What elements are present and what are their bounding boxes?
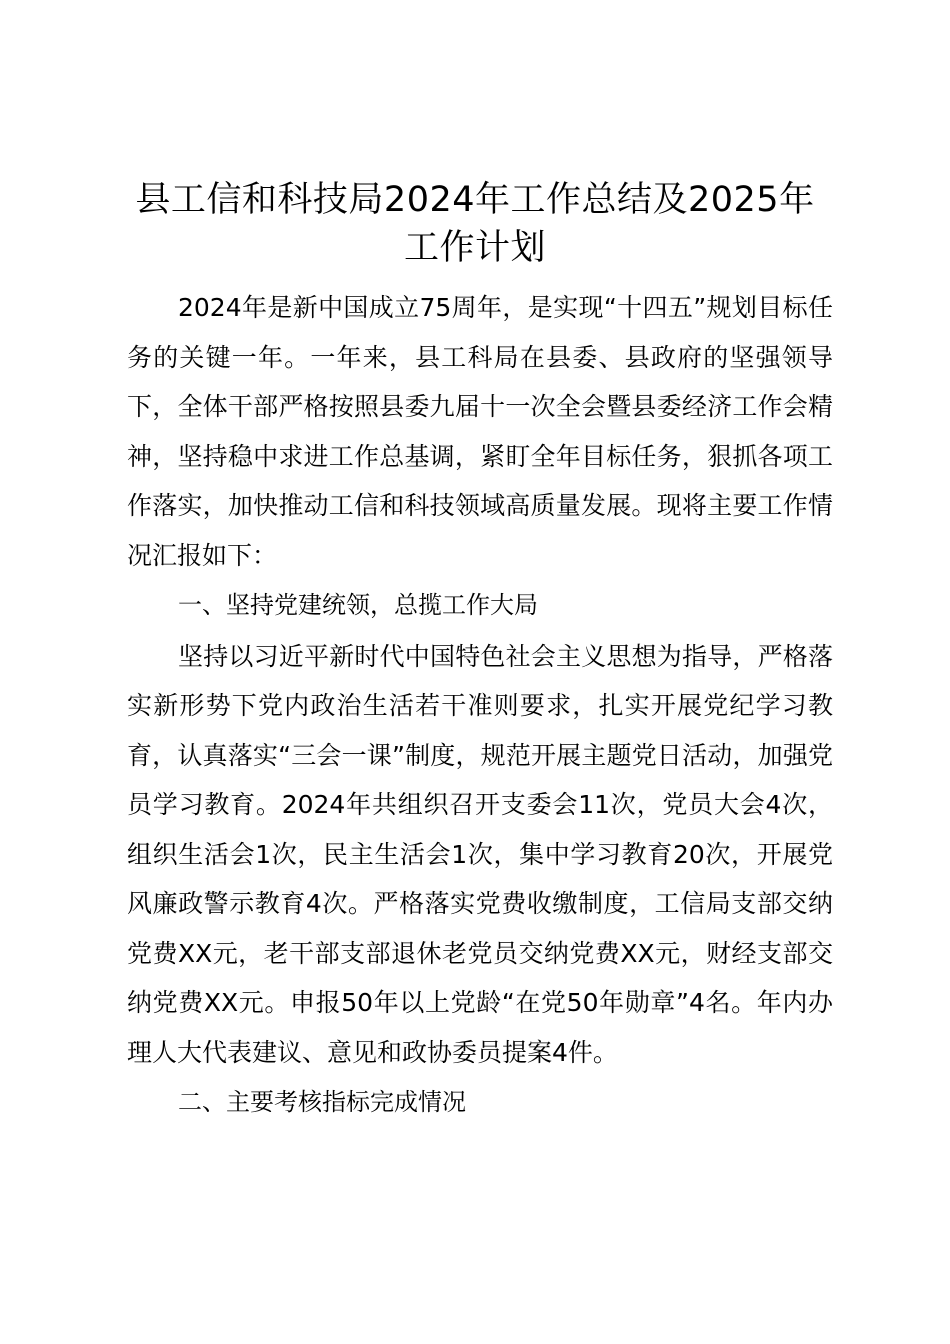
document-body	[127, 283, 833, 1129]
document-title: 县工信和科技局2024年工作总结及2025年工作计划	[135, 180, 815, 268]
section-1-paragraph: 坚持以习近平新时代中国特色社会主义思想为指导，严格落实新形势下党内政治生活若干准则要求，扎实开展党纪学习教育，认真落实“三会一课”制度，规范开展主题党日活动，加强党员学习教育。2024年共组织召开支委会11次，党员大会4次，组织生活会1次，民主生活会1次，集中学习教育20次，开展党风廉政警示教育4次。严格落实党费收缴制度，工信局支部交纳党费XX元，老干部支部退休老党员交纳党费XX元，财经支部交纳党费XX元。申报50年以上党龄“在党50年勋章”4名。年内办理人大代表建议、意见和政协委员提案4件。	[127, 641, 833, 1067]
intro-paragraph: 2024年是新中国成立75周年，是实现“十四五”规划目标任务的关键一年。一年来，县工科局在县委、县政府的坚强领导下，全体干部严格按照县委九届十一次全会暨县委经济工作会精神，坚持稳中求进工作总基调，紧盯全年目标任务，狠抓各项工作落实，加快推动工信和科技领域高质量发展。现将主要工作情况汇报如下：	[127, 293, 833, 570]
section-2-heading: 二、主要考核指标完成情况	[178, 1088, 466, 1116]
section-1-heading: 一、坚持党建统领，总揽工作大局	[178, 591, 538, 619]
